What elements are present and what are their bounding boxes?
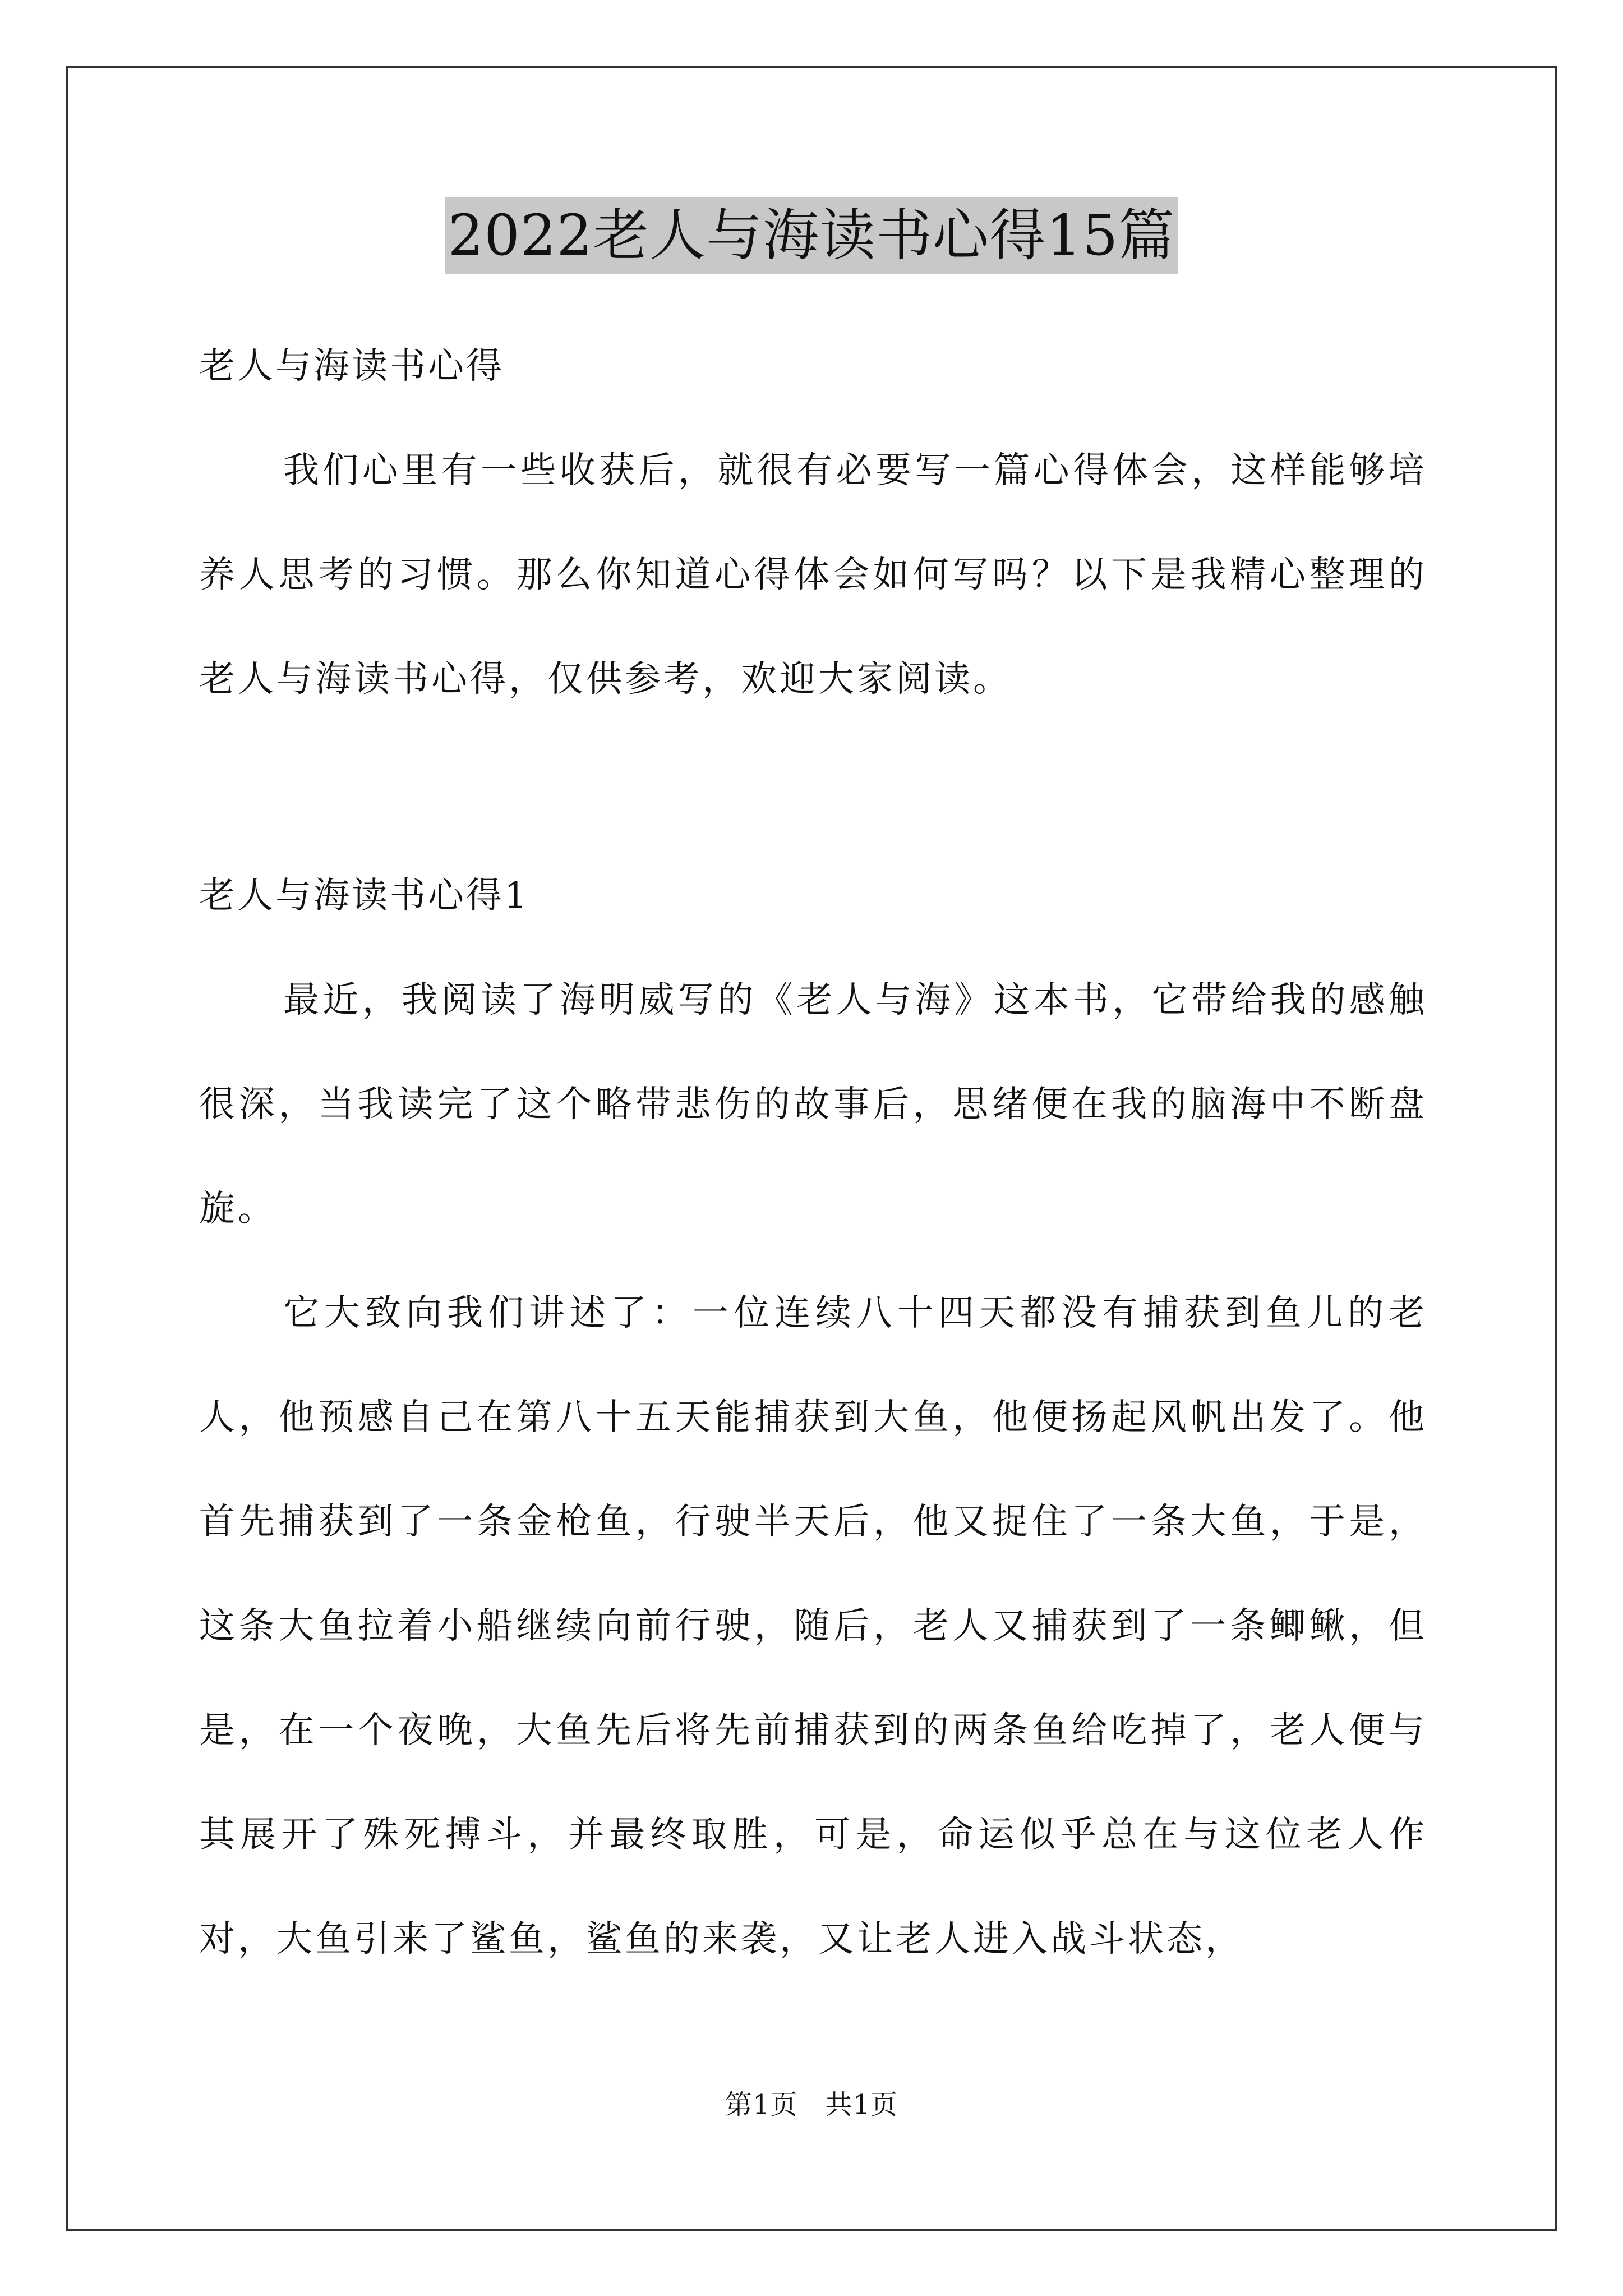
title-container — [0, 197, 1623, 274]
intro-heading: 老人与海读书心得 — [199, 346, 504, 387]
page-footer: 第1页 共1页 — [725, 2089, 898, 2120]
document-body — [199, 314, 1427, 1991]
intro-paragraph: 我们心里有一些收获后，就很有必要写一篇心得体会，这样能够培养人思考的习惯。那么你知道心得体会如何写吗？以下是我精心整理的老人与海读书心得，仅供参考，欢迎大家阅读。 — [199, 450, 1427, 700]
section1-heading: 老人与海读书心得1 — [199, 875, 529, 917]
section1-paragraph-1: 最近，我阅读了海明威写的《老人与海》这本书，它带给我的感触很深，当我读完了这个略带悲伤的故事后，思绪便在我的脑海中不断盘旋。 — [199, 979, 1427, 1230]
section-gap — [199, 731, 1427, 844]
document-title: 2022老人与海读书心得15篇 — [445, 197, 1179, 274]
section1-paragraph-2: 它大致向我们讲述了：一位连续八十四天都没有捕获到鱼儿的老人，他预感自己在第八十五天能捕获到大鱼，他便扬起风帆出发了。他首先捕获到了一条金枪鱼，行驶半天后，他又捉住了一条大鱼，于是，这条大鱼拉着小船继续向前行驶，随后，老人又捕获到了一条鲫鳅，但是，在一个夜晚，大鱼先后将先前捕获到的两条鱼给吃掉了，老人便与其展开了殊死搏斗，并最终取胜，可是，命运似乎总在与这位老人作对，大鱼引来了鲨鱼，鲨鱼的来袭，又让老人进入战斗状态， — [199, 1292, 1427, 1960]
